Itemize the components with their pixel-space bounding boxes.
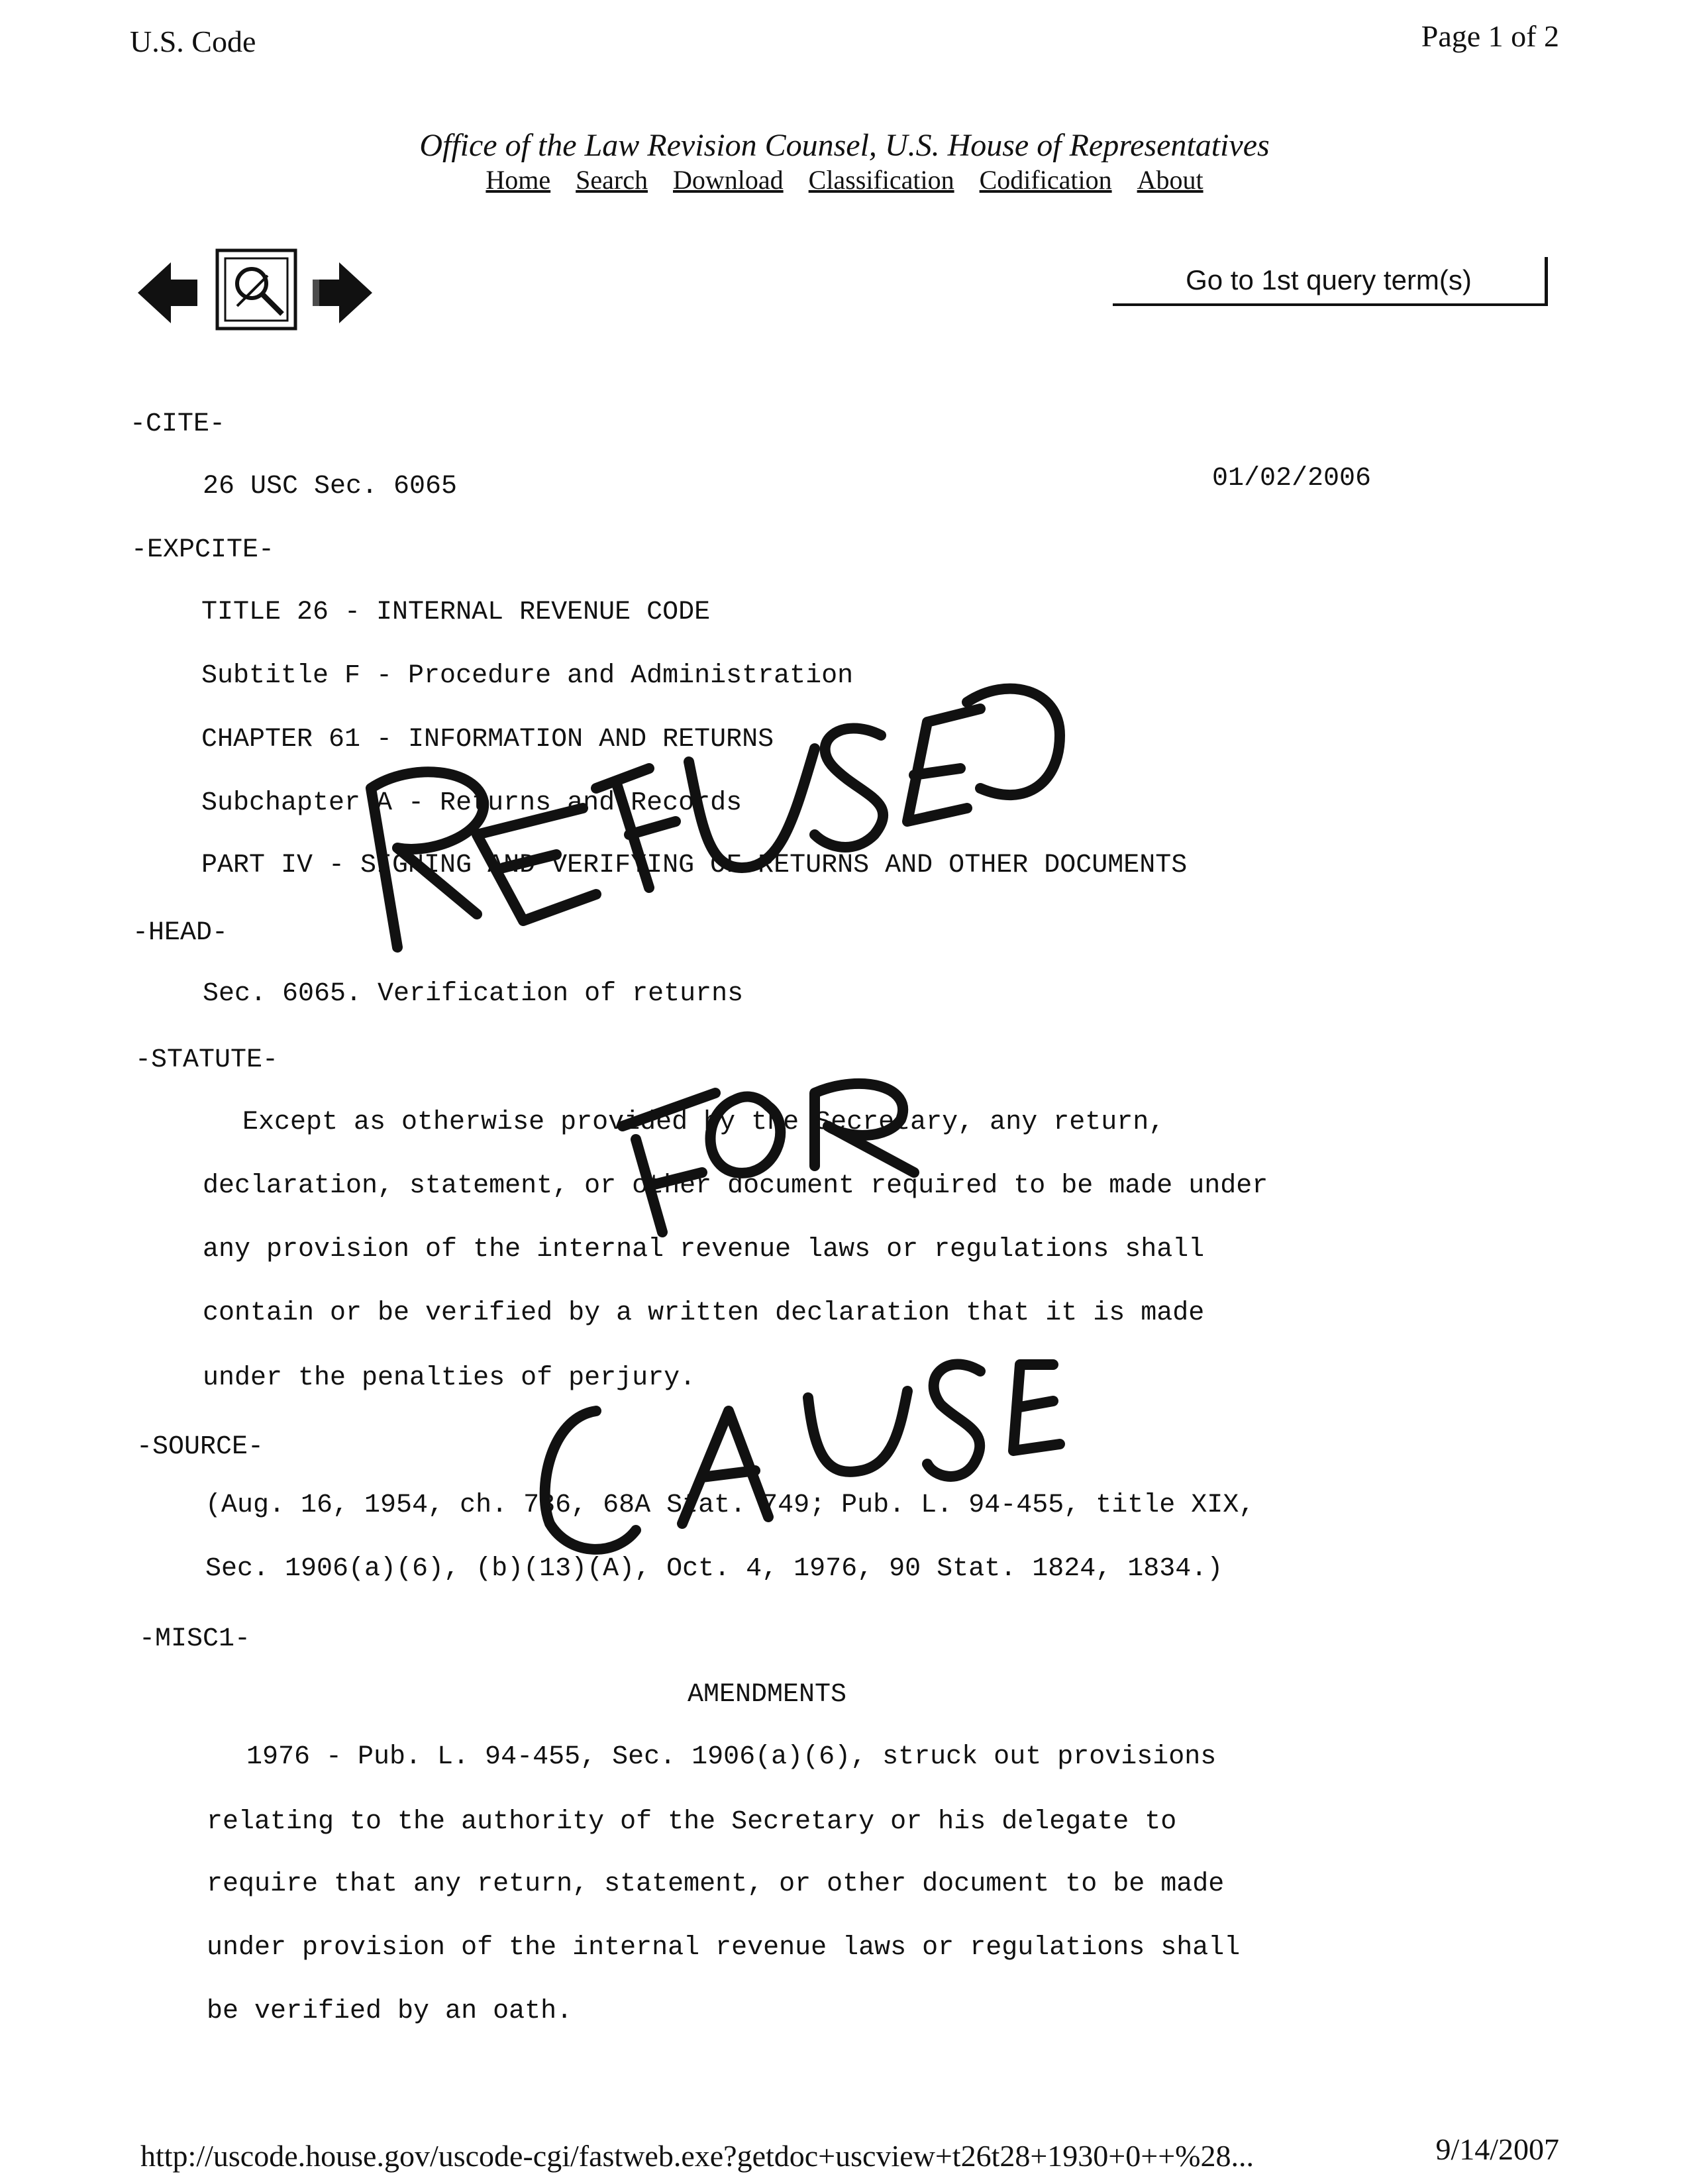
- statute-line: declaration, statement, or other document required to be made under: [203, 1171, 1268, 1201]
- source-line: Sec. 1906(a)(6), (b)(13)(A), Oct. 4, 1976, 90 Stat. 1824, 1834.): [205, 1554, 1223, 1584]
- expcite-line: TITLE 26 - INTERNAL REVENUE CODE: [201, 598, 711, 627]
- previous-arrow-icon[interactable]: [138, 262, 197, 323]
- amendment-line: under provision of the internal revenue laws or regulations shall: [207, 1933, 1241, 1963]
- expcite-line: PART IV - SIGNING AND VERIFYING OF RETURNS AND OTHER DOCUMENTS: [201, 851, 1188, 880]
- cite-date: 01/02/2006: [1212, 464, 1372, 494]
- search-document-icon[interactable]: [217, 250, 295, 329]
- amendment-line: be verified by an oath.: [207, 1997, 573, 2026]
- statute-line: any provision of the internal revenue laws or regulations shall: [203, 1235, 1205, 1265]
- page-header-title: U.S. Code: [130, 25, 256, 58]
- amendment-line: require that any return, statement, or other document to be made: [207, 1869, 1225, 1899]
- top-nav: [0, 164, 1689, 195]
- head-label: -HEAD-: [132, 918, 229, 948]
- cite-label: -CITE-: [130, 409, 226, 439]
- nav-codification[interactable]: Codification: [979, 165, 1112, 195]
- doc-toolbar: [132, 245, 378, 334]
- nav-about[interactable]: About: [1137, 165, 1203, 195]
- footer-date: 9/14/2007: [1435, 2132, 1559, 2166]
- cite-value: 26 USC Sec. 6065: [203, 472, 458, 501]
- expcite-line: CHAPTER 61 - INFORMATION AND RETURNS: [201, 725, 774, 754]
- amendment-line: 1976 - Pub. L. 94-455, Sec. 1906(a)(6), struck out provisions: [246, 1742, 1217, 1772]
- first-query-term-button[interactable]: Go to 1st query term(s): [1113, 257, 1548, 306]
- expcite-label: -EXPCITE-: [131, 535, 275, 565]
- statute-label: -STATUTE-: [135, 1045, 279, 1075]
- statute-line: contain or be verified by a written declaration that it is made: [203, 1298, 1205, 1328]
- expcite-line: Subtitle F - Procedure and Administration: [201, 661, 854, 691]
- nav-classification[interactable]: Classification: [808, 165, 954, 195]
- misc1-label: -MISC1-: [139, 1624, 251, 1654]
- nav-home[interactable]: Home: [486, 165, 551, 195]
- handwriting-for: [623, 1084, 914, 1232]
- section-heading: Sec. 6065. Verification of returns: [203, 979, 744, 1009]
- office-title: Office of the Law Revision Counsel, U.S. House of Representatives: [419, 128, 1270, 163]
- page-number: Page 1 of 2: [1421, 19, 1559, 53]
- nav-download[interactable]: Download: [673, 165, 784, 195]
- source-line: (Aug. 16, 1954, ch. 736, 68A Stat. 749; Pub. L. 94-455, title XIX,: [205, 1490, 1255, 1520]
- footer-url: http://uscode.house.gov/uscode-cgi/fastweb.exe?getdoc+uscview+t26t28+1930+0++%28...: [140, 2139, 1254, 2173]
- amendment-line: relating to the authority of the Secretary or his delegate to: [207, 1807, 1177, 1837]
- amendments-title: AMENDMENTS: [687, 1680, 847, 1710]
- next-arrow-icon[interactable]: [313, 262, 372, 323]
- source-label: -SOURCE-: [136, 1432, 264, 1462]
- statute-line: under the penalties of perjury.: [203, 1363, 696, 1393]
- nav-search[interactable]: Search: [576, 165, 648, 195]
- statute-line: Except as otherwise provided by the Secretary, any return,: [242, 1108, 1165, 1137]
- expcite-line: Subchapter A - Returns and Records: [201, 788, 742, 818]
